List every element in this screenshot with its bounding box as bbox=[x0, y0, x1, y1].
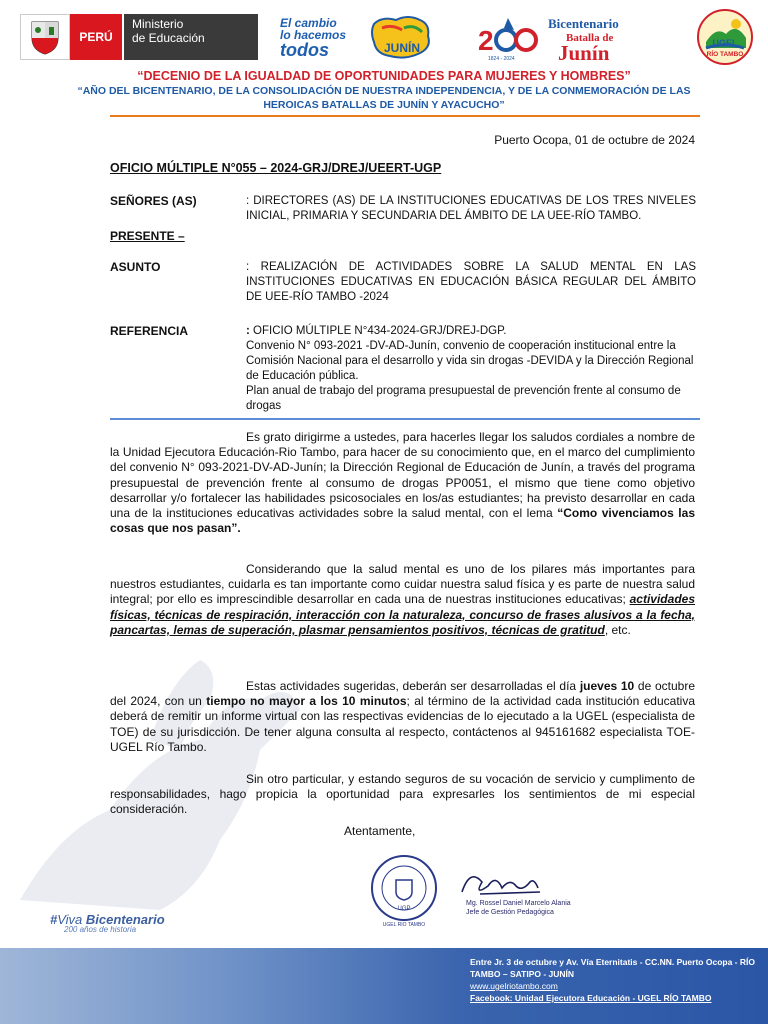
junin-region-logo bbox=[368, 14, 436, 62]
section-divider bbox=[110, 418, 700, 420]
signer-info bbox=[466, 899, 571, 917]
paragraph-4: Sin otro particular, y estando seguros de su vocación de servicio y cumplimento de responsabilidades, hago propicia la oportunidad para expresarles los sentimientos de mi especial consideración. bbox=[110, 772, 695, 817]
anio-heading: “AÑO DEL BICENTENARIO, DE LA CONSOLIDACIÓN DE NUESTRA INDEPENDENCIA, Y DE LA CONMEMORACIÓN DE LAS HEROICAS BATALLAS DE JUNÍN Y AYACUCHO” bbox=[77, 85, 691, 111]
viva-bicentenario-sub: 200 años de historia bbox=[64, 925, 137, 934]
paragraph-2: Considerando que la salud mental es uno de los pilares más importantes para nuestros estudiantes, cuidarla es tan importante como cuidar nuestra salud física y es parte de nuestra salud integral; por ello es imprescindible desarrollar en cada una de nuestras instituciones educativas; actividades físicas, técnicas de respiración, interacción con la naturaleza, concurso de frases alusivos a la fecha, pancartas, lemas de superación, plasmar pensamientos positivos, técnicas de gratitud, etc. bbox=[110, 562, 695, 637]
header-divider bbox=[110, 115, 700, 117]
handwritten-signature bbox=[462, 877, 540, 894]
junin-label: JUNÍN bbox=[383, 41, 421, 55]
ministry-label: Ministerio de Educación bbox=[122, 14, 258, 60]
senores-label: SEÑORES (AS) bbox=[110, 194, 197, 208]
bicentenario-sub: Batalla de bbox=[566, 32, 614, 44]
asunto-value: : REALIZACIÓN DE ACTIVIDADES SOBRE LA SALUD MENTAL EN LAS INSTITUCIONES EDUCATIVAS EN EDUCACIÓN BÁSICA REGULAR DEL ÁMBITO DE UEE-RÍO TAMBO -2024 bbox=[246, 261, 696, 303]
referencia-line-2: Convenio N° 093-2021 -DV-AD-Junín, convenio de cooperación institucional entre la Comisión Nacional para el desarrollo y vida sin drogas -DEVIDA y la Dirección Regional de Educación pública. bbox=[246, 340, 694, 382]
ugel-label: UGEL bbox=[712, 38, 738, 48]
closing: Atentamente, bbox=[344, 824, 416, 838]
bicentenario-junin: Junín bbox=[558, 41, 610, 64]
referencia-line-3: Plan anual de trabajo del programa presupuestal de prevención frente al consumo de drogas bbox=[246, 385, 681, 412]
asunto-label: ASUNTO bbox=[110, 260, 161, 274]
senores-value: : DIRECTORES (AS) DE LA INSTITUCIONES EDUCATIVAS DE LOS TRES NIVELES INICIAL, PRIMARIA Y SECUNDARIA DEL ÁMBITO DE LA UEE-RÍO TAMBO. bbox=[246, 195, 696, 222]
footer-address: Entre Jr. 3 de octubre y Av. Vía Eternitatis - CC.NN. Puerto Ocopa - RÍO TAMBO – SATIPO - JUNÍN bbox=[470, 957, 755, 979]
viva-bicentenario-logo: #Viva Bicentenario bbox=[50, 912, 165, 927]
referencia-line-1: : OFICIO MÚLTIPLE N°434-2024-GRJ/DREJ-DGP. bbox=[246, 325, 507, 337]
document-date: Puerto Ocopa, 01 de octubre de 2024 bbox=[494, 133, 695, 147]
oficio-number: OFICIO MÚLTIPLE N°055 – 2024-GRJ/DREJ/UEERT-UGP bbox=[110, 161, 442, 175]
footer-website-link[interactable]: www.ugelriotambo.com bbox=[470, 981, 558, 991]
ugel-seal-icon bbox=[372, 856, 436, 928]
horse-rider-watermark bbox=[0, 600, 330, 920]
ugel-sub: RÍO TAMBO bbox=[706, 51, 744, 58]
peru-shield-icon bbox=[20, 14, 70, 60]
footer-contact bbox=[470, 956, 762, 1004]
svg-text:UGEL RIO TAMBO: UGEL RIO TAMBO bbox=[382, 922, 426, 928]
bicentenario-logo bbox=[478, 14, 638, 64]
decenio-heading: “DECENIO DE LA IGUALDAD DE OPORTUNIDADES PARA MUJERES Y HOMBRES” bbox=[137, 69, 631, 83]
signer-title: Jefe de Gestión Pedagógica bbox=[466, 909, 554, 916]
bicentenario-years: 1824 - 2024 bbox=[488, 56, 515, 62]
paragraph-1: Es grato dirigirme a ustedes, para hacerles llegar los saludos cordiales a nombre de la Unidad Ejecutora Educación-Rio Tambo, para hacer de su conocimiento que, en el marco del cumplimiento del convenio N° 093-2021-DV-AD-Junín; la Dirección Regional de Educación de Junín, a través del programa presupuestal de prevención frente al consumo de drogas PP0051, el mismo que tiene como objetivo desarrollar y/o fortalecer las habilidades psicosociales en los/as estudiantes; ha previsto desarrollar en cada una de la instituciones educativas actividades sobre la salud mental, con el lema “Como vivenciamos las cosas que nos pasan”. bbox=[110, 430, 695, 536]
svg-text:2: 2 bbox=[478, 25, 494, 56]
referencia-value bbox=[246, 324, 696, 414]
paragraph-3: Estas actividades sugeridas, deberán ser desarrolladas el día jueves 10 de octubre del 2024, con un tiempo no mayor a los 10 minutos; al término de la actividad cada institución educativa deberá de remitir un informe virtual con las respectivas evidencias de lo ejecutado a la UGEL (especialista de TOE) de su jurisdicción. De tener alguna consulta al respecto, contáctenos al 945161682 especialista TOE-UGEL Río Tambo. bbox=[110, 679, 696, 754]
el-cambio-logo: El cambio lo hacemos todos bbox=[280, 16, 347, 60]
referencia-label: REFERENCIA bbox=[110, 324, 189, 338]
peru-label: PERÚ bbox=[70, 14, 122, 60]
ugel-rio-tambo-logo bbox=[696, 8, 754, 66]
footer-facebook-link[interactable]: Facebook: Unidad Ejecutora Educación - UGEL RÍO TAMBO bbox=[470, 993, 712, 1003]
presente-label: PRESENTE – bbox=[110, 229, 185, 243]
svg-text:UGP: UGP bbox=[397, 906, 411, 912]
bicentenario-title: Bicentenario bbox=[548, 16, 619, 31]
signer-name: Mg. Rossel Daniel Marcelo Alania bbox=[466, 900, 571, 907]
minedu-logo bbox=[20, 14, 258, 60]
